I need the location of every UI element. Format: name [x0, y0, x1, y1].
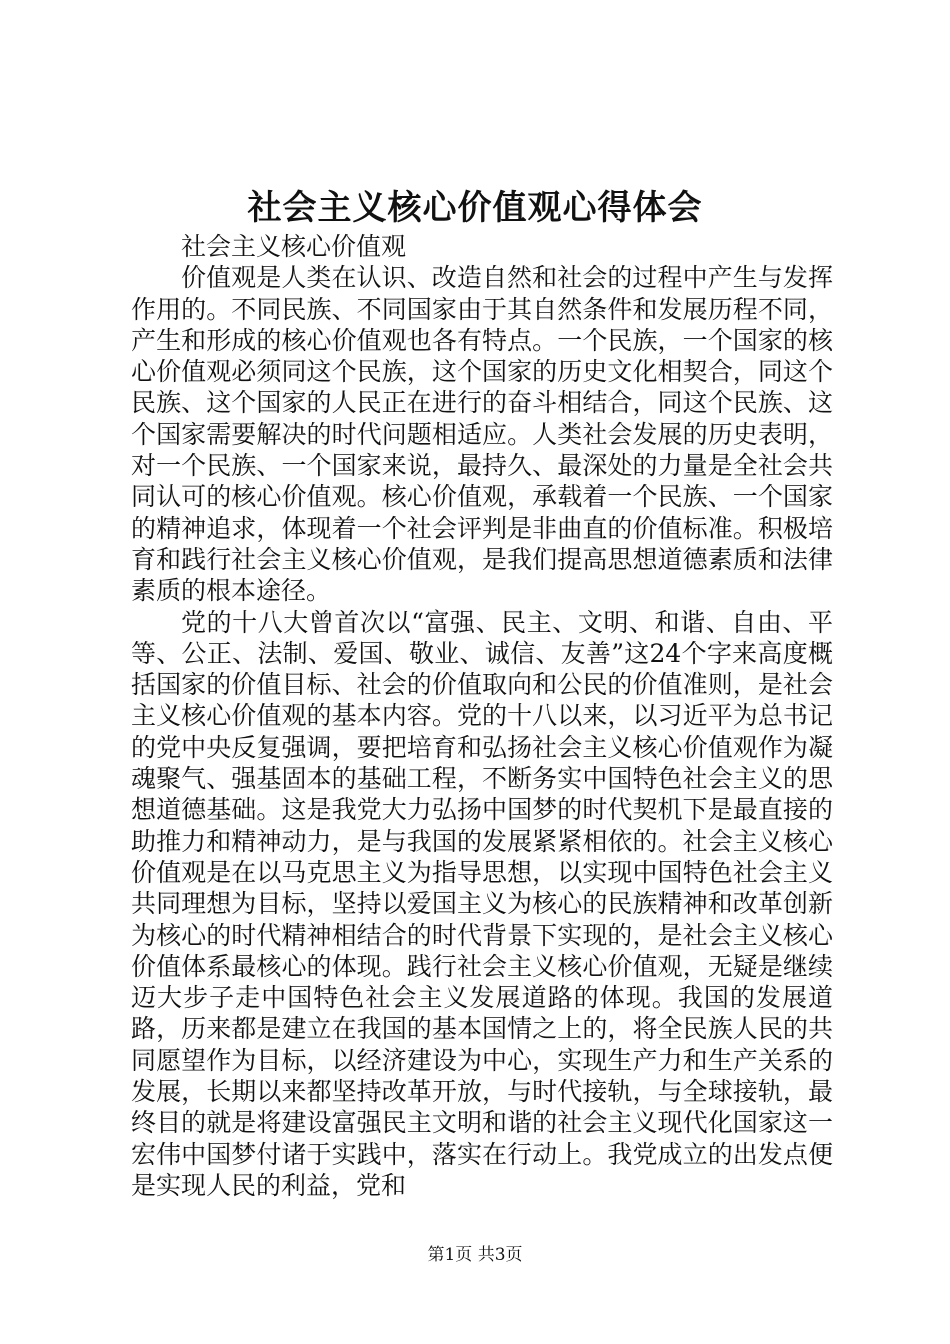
body-paragraph: 党的十八大曾首次以“富强、民主、文明、和谐、自由、平等、公正、法制、爱国、敬业、诚信、友善”这24个字来高度概括国家的价值目标、社会的价值取向和公民的价值准则，是社会主义核心价值观的基本内容。党的十八以来，以习近平为总书记的党中央反复强调，要把培育和弘扬社会主义核心价值观作为凝魂聚气、强基固本的基础工程，不断务实中国特色社会主义的思想道德基础。这是我党大力弘扬中国梦的时代契机下是最直接的助推力和精神动力，是与我国的发展紧紧相依的。社会主义核心价值观是在以马克思主义为指导思想，以实现中国特色社会主义共同理想为目标，坚持以爱国主义为核心的民族精神和改革创新为核心的时代精神相结合的时代背景下实现的，是社会主义核心价值体系最核心的体现。践行社会主义核心价值观，无疑是继续迈大步子走中国特色社会主义发展道路的体现。我国的发展道路，历来都是建立在我国的基本国情之上的，将全民族人民的共同愿望作为目标，以经济建设为中心，实现生产力和生产关系的发展，长期以来都坚持改革开放，与时代接轨，与全球接轨，最终目的就是将建设富强民主文明和谐的社会主义现代化国家这一宏伟中国梦付诸于实践中，落实在行动上。我党成立的出发点便是实现人民的利益，党和 — [131, 607, 833, 1200]
document-body — [131, 231, 833, 1201]
document-title: 社会主义核心价值观心得体会 — [247, 188, 703, 228]
body-paragraph: 价值观是人类在认识、改造自然和社会的过程中产生与发挥作用的。不同民族、不同国家由于其自然条件和发展历程不同，产生和形成的核心价值观也各有特点。一个民族，一个国家的核心价值观必须同这个民族，这个国家的历史文化相契合，同这个民族、这个国家的人民正在进行的奋斗相结合，同这个民族、这个国家需要解决的时代问题相适应。人类社会发展的历史表明，对一个民族、一个国家来说，最持久、最深处的力量是全社会共同认可的核心价值观。核心价值观，承载着一个民族、一个国家的精神追求，体现着一个社会评判是非曲直的价值标准。积极培育和践行社会主义核心价值观，是我们提高思想道德素质和法律素质的根本途径。 — [131, 263, 833, 606]
page-footer-indicator: 第1页 共3页 — [427, 1245, 523, 1265]
section-heading: 社会主义核心价值观 — [181, 232, 407, 261]
